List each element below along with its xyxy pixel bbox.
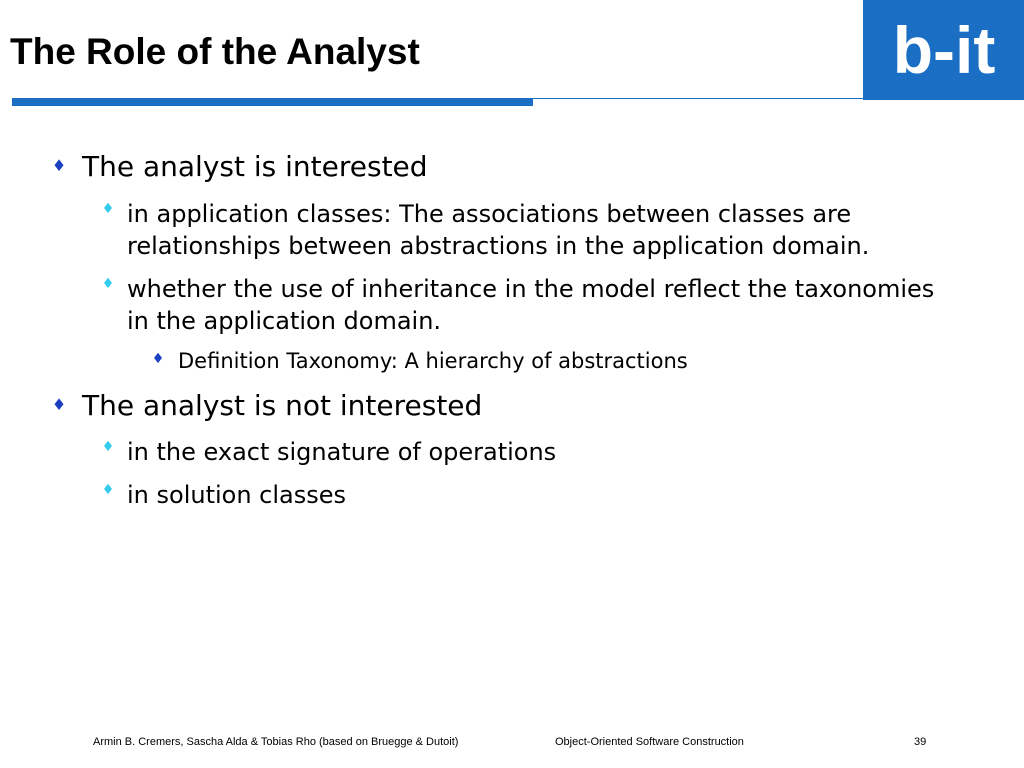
footer-page-number: 39 bbox=[914, 736, 927, 748]
title-underline-accent bbox=[12, 98, 533, 106]
bullet-section-1 bbox=[50, 150, 428, 184]
sub-bullet-2-1 bbox=[100, 436, 940, 468]
bullet-text: The analyst is interested bbox=[82, 150, 428, 183]
bullet-text: The analyst is not interested bbox=[82, 389, 483, 422]
diamond-bullet-icon: ♦ bbox=[51, 395, 67, 414]
small-diamond-bullet-icon: ♦ bbox=[101, 482, 115, 498]
slide-title: The Role of the Analyst bbox=[10, 31, 420, 72]
diamond-bullet-icon: ♦ bbox=[51, 156, 67, 175]
sub-bullet-text: in the exact signature of operations bbox=[127, 438, 557, 466]
sub-bullet-text: whether the use of inheritance in the model reflect the taxonomies in the application domain. bbox=[127, 275, 935, 335]
sub-bullet-text: in solution classes bbox=[127, 481, 347, 509]
sub-bullet-2-2 bbox=[100, 479, 940, 511]
bit-logo bbox=[863, 0, 1024, 100]
sub-bullet-1-2 bbox=[100, 273, 940, 337]
small-diamond-bullet-icon: ♦ bbox=[101, 276, 115, 292]
sub-sub-bullet-1-2-1 bbox=[150, 347, 688, 375]
bullet-section-2 bbox=[50, 389, 482, 423]
bit-logo-text: b-it bbox=[892, 15, 995, 85]
footer-course: Object-Oriented Software Construction bbox=[555, 736, 744, 748]
small-diamond-bullet-icon: ♦ bbox=[101, 439, 115, 455]
sub-bullet-text: in application classes: The associations between classes are relationships between abstractions in the application domain. bbox=[127, 200, 870, 260]
sub-sub-bullet-text: Definition Taxonomy: A hierarchy of abstractions bbox=[178, 349, 688, 373]
diamond-bullet-icon: ♦ bbox=[151, 351, 165, 367]
sub-bullet-1-1 bbox=[100, 198, 940, 262]
title-underline-thin bbox=[533, 98, 863, 99]
footer-authors: Armin B. Cremers, Sascha Alda & Tobias Rho (based on Bruegge & Dutoit) bbox=[93, 736, 459, 748]
bit-logo-mark bbox=[889, 15, 999, 85]
small-diamond-bullet-icon: ♦ bbox=[101, 201, 115, 217]
